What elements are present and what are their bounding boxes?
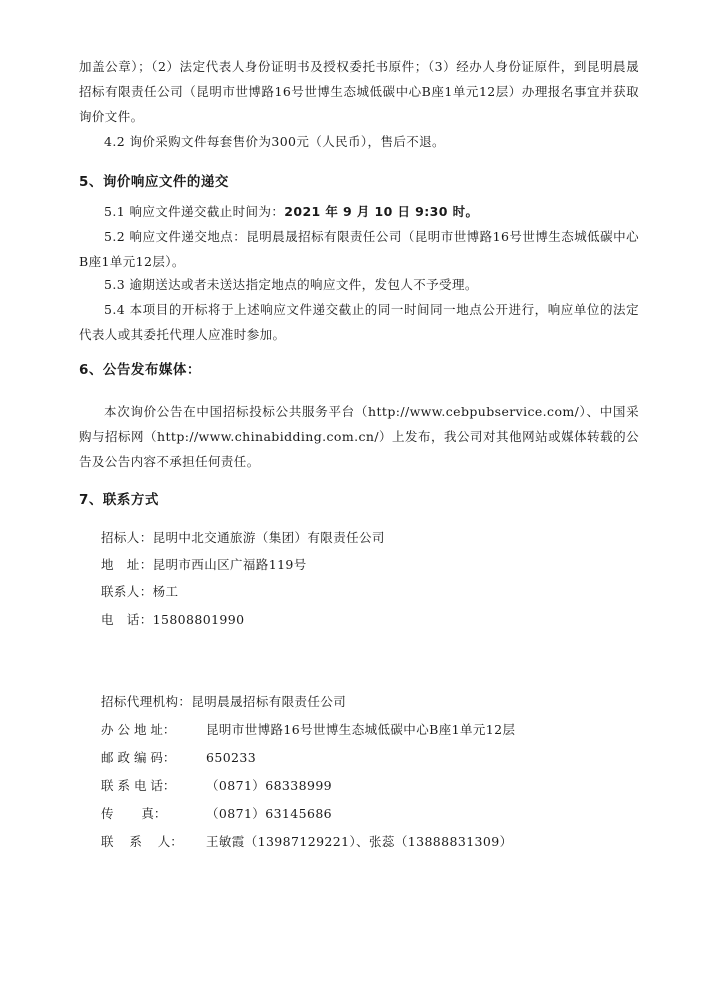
sec6-paragraph-1: 本次询价公告在中国招标投标公共服务平台（http://www.cebpubservice.com/）、中国采购与招标网（http://www.chinabidding.com.cn/）上发布，我公司对其他网站或媒体转载的公告及公告内容不承担任何责任。 [79,404,639,469]
owner-address-value: 昆明市西山区广福路119号 [152,557,307,572]
sec4-paragraph-1: 加盖公章）；（2）法定代表人身份证明书及授权委托书原件；（3）经办人身份证原件，到昆明晨晟招标有限责任公司（昆明市世博路16号世博生态城低碳中心B座1单元12层）办理报名事宜并获取询价文件。 [79,59,639,124]
agency-name-value: 昆明晨晟招标有限责任公司 [191,694,347,709]
agency-phone-line [101,776,332,796]
owner-contact-value: 杨工 [152,584,179,599]
agency-contact-value: 王敏霞（13987129221）、张蕊（13888831309） [206,834,513,849]
owner-phone-value: 15808801990 [152,612,245,627]
agency-phone-label: 联 系 电 话： [101,778,176,793]
agency-phone-value: （0871）68338999 [206,778,333,793]
section-6-heading: 6、公告发布媒体： [79,362,201,378]
sec5-paragraph-3: 5.3 逾期送达或者未送达指定地点的响应文件，发包人不予受理。 [104,277,478,292]
sec5-paragraph-1 [79,199,639,224]
owner-phone-label: 电 话： [101,612,153,627]
agency-fax-value: （0871）63145686 [206,806,333,821]
owner-unit-value: 昆明中北交通旅游（集团）有限责任公司 [152,530,385,545]
agency-name-label: 招标代理机构： [101,694,192,709]
sec5-deadline-prefix: 5.1 响应文件递交截止时间为： [104,204,285,219]
sec5-paragraph-2: 5.2 响应文件递交地点：昆明晨晟招标有限责任公司（昆明市世博路16号世博生态城低碳中心B座1单元12层）。 [79,229,639,269]
owner-contact-line [101,582,178,602]
owner-address-label: 地 址： [101,557,153,572]
agency-fax-line [101,804,332,824]
agency-postcode-value: 650233 [206,750,257,765]
section-5-heading: 5、询价响应文件的递交 [79,174,229,190]
section-7-heading: 7、联系方式 [79,492,159,508]
agency-postcode-label: 邮 政 编 码： [101,750,176,765]
owner-phone-line [101,610,245,630]
owner-unit-line [101,528,385,548]
owner-unit-label: 招标人： [101,530,153,545]
owner-contact-label: 联系人： [101,584,153,599]
agency-address-label: 办 公 地 址： [101,722,176,737]
agency-postcode-line [101,748,256,768]
agency-address-value: 昆明市世博路16号世博生态城低碳中心B座1单元12层 [206,722,516,737]
agency-contact-line [101,832,513,852]
agency-fax-label: 传 真： [101,806,167,821]
sec5-deadline-value: 2021 年 9 月 10 日 9:30 时。 [284,204,479,219]
sec5-paragraph-4: 5.4 本项目的开标将于上述响应文件递交截止的同一时间同一地点公开进行，响应单位的法定代表人或其委托代理人应准时参加。 [79,302,639,342]
sec4-paragraph-2: 4.2 询价采购文件每套售价为300元（人民币），售后不退。 [104,134,445,149]
agency-contact-label: 联 系 人： [101,834,183,849]
agency-address-line [101,720,515,740]
agency-name-line [101,692,346,712]
owner-address-line [101,555,307,575]
